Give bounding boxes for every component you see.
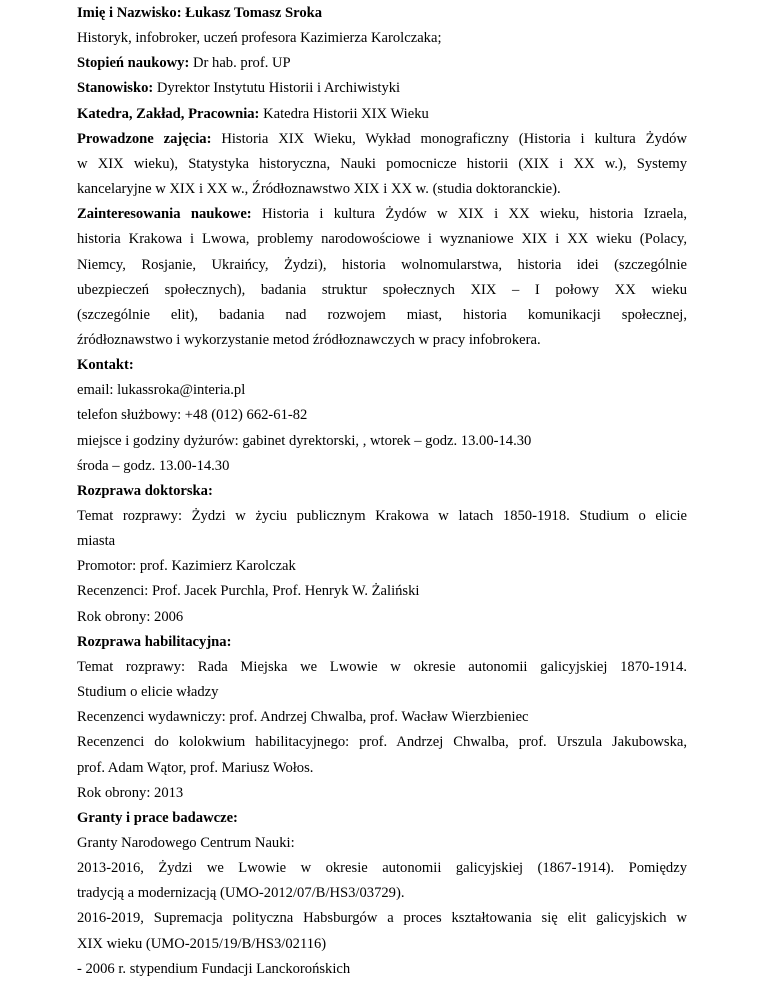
text-line <box>77 532 687 550</box>
field-text: Dyrektor Instytutu Historii i Archiwistyki <box>153 80 401 96</box>
text-line <box>77 281 687 299</box>
field-text: Katedra Historii XIX Wieku <box>259 106 429 122</box>
field-text: email: lukassroka@interia.pl <box>77 382 246 398</box>
text-line <box>77 507 687 525</box>
field-text: Recenzenci: Prof. Jacek Purchla, Prof. Henryk W. Żaliński <box>77 583 420 599</box>
field-text: Temat rozprawy: Rada Miejska we Lwowie w okresie autonomii galicyjskiej 1870-1914. <box>77 659 687 675</box>
text-line <box>77 79 687 97</box>
field-label: Prowadzone zajęcia: <box>77 131 212 147</box>
field-label: Imię i Nazwisko: <box>77 5 182 21</box>
text-line <box>77 809 687 827</box>
field-text: - 2006 r. stypendium Fundacji Lanckorońskich <box>77 961 351 977</box>
text-line <box>77 130 687 148</box>
field-text: telefon służbowy: +48 (012) 662-61-82 <box>77 407 308 423</box>
field-text: ubezpieczeń społecznych), badania struktur społecznych XIX – I połowy XX wieku <box>77 282 687 298</box>
field-text: miejsce i godziny dyżurów: gabinet dyrektorski, , wtorek – godz. 13.00-14.30 <box>77 433 532 449</box>
text-line <box>77 432 687 450</box>
text-line <box>77 633 687 651</box>
field-text: środa – godz. 13.00-14.30 <box>77 458 230 474</box>
text-line <box>77 406 687 424</box>
text-line <box>77 884 687 902</box>
field-text: źródłoznawstwo i wykorzystanie metod źródłoznawczych w pracy infobrokera. <box>77 332 541 348</box>
text-line <box>77 683 687 701</box>
text-line <box>77 582 687 600</box>
text-line <box>77 608 687 626</box>
field-text: kancelaryjne w XIX i XX w., Źródłoznawstwo XIX i XX w. (studia doktoranckie). <box>77 181 561 197</box>
text-line <box>77 331 687 349</box>
text-line <box>77 960 687 978</box>
field-text: Recenzenci do kolokwium habilitacyjnego: prof. Andrzej Chwalba, prof. Urszula Jakubowska, <box>77 734 687 750</box>
text-line <box>77 708 687 726</box>
text-line <box>77 105 687 123</box>
field-text: 2016-2019, Supremacja polityczna Habsburgów a proces kształtowania się elit galicyjskich w <box>77 910 687 926</box>
field-text: Historia XIX Wieku, Wykład monograficzny (Historia i kultura Żydów <box>211 131 688 147</box>
text-line <box>77 205 687 223</box>
field-text: Łukasz Tomasz Sroka <box>181 5 323 21</box>
field-label: Stanowisko: <box>77 80 154 96</box>
text-line <box>77 230 687 248</box>
text-line <box>77 784 687 802</box>
field-text: Rok obrony: 2006 <box>77 609 184 625</box>
field-text: Promotor: prof. Kazimierz Karolczak <box>77 558 296 574</box>
field-text: historia Krakowa i Lwowa, problemy narodowościowe i wyznaniowe XIX i XX wieku (Polacy, <box>77 231 687 247</box>
text-line <box>77 909 687 927</box>
text-line <box>77 557 687 575</box>
field-text: XIX wieku (UMO-2015/19/B/HS3/02116) <box>77 936 327 952</box>
field-text: Temat rozprawy: Żydzi w życiu publicznym Krakowa w latach 1850-1918. Studium o elicie <box>77 508 687 524</box>
field-label: Katedra, Zakład, Pracownia: <box>77 106 260 122</box>
text-line <box>77 54 687 72</box>
text-line <box>77 180 687 198</box>
text-line <box>77 256 687 274</box>
text-line <box>77 759 687 777</box>
field-text: Granty Narodowego Centrum Nauki: <box>77 835 295 851</box>
field-label: Rozprawa habilitacyjna: <box>77 634 232 650</box>
field-text: prof. Adam Wątor, prof. Mariusz Wołos. <box>77 760 314 776</box>
text-line <box>77 29 687 47</box>
text-line <box>77 859 687 877</box>
text-line <box>77 457 687 475</box>
field-text: Historia i kultura Żydów w XIX i XX wieku, historia Izraela, <box>251 206 687 222</box>
field-text: miasta <box>77 533 116 549</box>
field-label: Granty i prace badawcze: <box>77 810 238 826</box>
text-line <box>77 306 687 324</box>
field-text: w XIX wieku), Statystyka historyczna, Nauki pomocnicze historii (XIX i XX w.), Systemy <box>77 156 687 172</box>
text-line <box>77 381 687 399</box>
field-text: Dr hab. prof. UP <box>189 55 291 71</box>
field-text: (szczególnie elit), badania nad rozwojem miast, historia komunikacji społecznej, <box>77 307 687 323</box>
field-text: Rok obrony: 2013 <box>77 785 184 801</box>
field-text: 2013-2016, Żydzi we Lwowie w okresie autonomii galicyjskiej (1867-1914). Pomiędzy <box>77 860 687 876</box>
field-text: tradycją a modernizacją (UMO-2012/07/B/HS3/03729). <box>77 885 405 901</box>
field-text: Recenzenci wydawniczy: prof. Andrzej Chwalba, prof. Wacław Wierzbieniec <box>77 709 529 725</box>
text-line <box>77 4 687 22</box>
text-line <box>77 356 687 374</box>
field-label: Zainteresowania naukowe: <box>77 206 252 222</box>
field-label: Rozprawa doktorska: <box>77 483 213 499</box>
field-text: Niemcy, Rosjanie, Ukraińcy, Żydzi), historia wolnomularstwa, historia idei (szczególnie <box>77 257 687 273</box>
text-line <box>77 155 687 173</box>
text-line <box>77 935 687 953</box>
text-line <box>77 834 687 852</box>
field-label: Stopień naukowy: <box>77 55 190 71</box>
text-line <box>77 658 687 676</box>
text-line <box>77 733 687 751</box>
text-line <box>77 482 687 500</box>
field-text: Studium o elicie władzy <box>77 684 219 700</box>
field-label: Kontakt: <box>77 357 134 373</box>
field-text: Historyk, infobroker, uczeń profesora Kazimierza Karolczaka; <box>77 30 442 46</box>
